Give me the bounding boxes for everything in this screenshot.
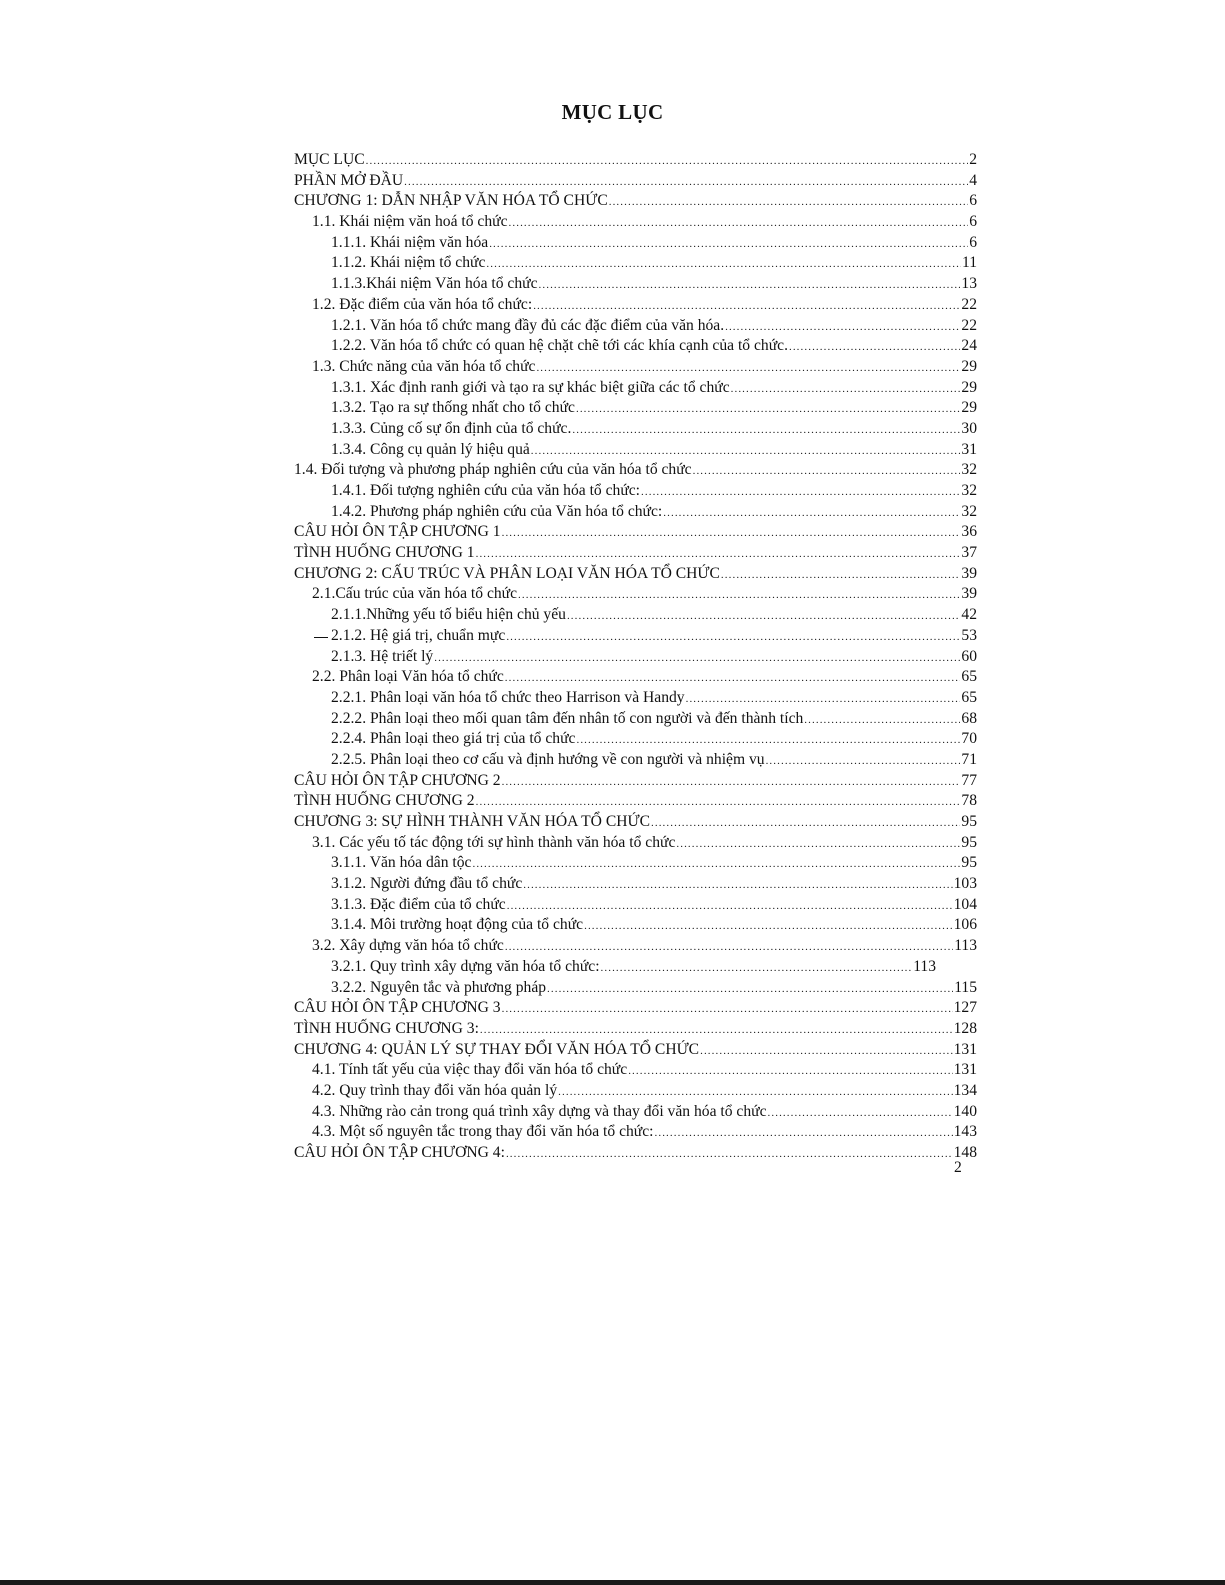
- toc-dot-leader: [700, 1041, 953, 1062]
- toc-entry[interactable]: [294, 1019, 977, 1040]
- toc-entry-page: 78: [961, 792, 977, 810]
- toc-entry-label: 1.2.1. Văn hóa tổ chức mang đầy đủ các đặc điểm của văn hóa.: [331, 316, 725, 334]
- toc-entry[interactable]: [294, 543, 977, 564]
- toc-dot-leader: [601, 958, 913, 979]
- toc-entry-label: 2.2.5. Phân loại theo cơ cấu và định hướng về con người và nhiệm vụ: [331, 750, 765, 768]
- toc-entry-label: 1.4.2. Phương pháp nghiên cứu của Văn hóa tổ chức:: [331, 502, 663, 520]
- toc-entry-page: 143: [953, 1123, 977, 1141]
- toc-dot-leader: [434, 648, 960, 669]
- toc-entry-page: 11: [961, 254, 977, 272]
- toc-entry-label: CÂU HỎI ÔN TẬP CHƯƠNG 3: [294, 999, 501, 1017]
- toc-entry-label: 2.1.2. Hệ giá trị, chuẩn mực: [331, 626, 505, 647]
- toc-entry-label: 3.2.1. Quy trình xây dựng văn hóa tổ chức:: [331, 957, 600, 975]
- toc-dot-leader: [518, 585, 960, 606]
- toc-dot-leader: [789, 337, 960, 358]
- toc-entry-page: 31: [961, 440, 977, 458]
- toc-entry-label: 4.3. Những rào cản trong quá trình xây dựng và thay đổi văn hóa tổ chức: [312, 1102, 767, 1120]
- toc-entry-page: 95: [961, 813, 977, 830]
- toc-entry-page: 131: [953, 1061, 977, 1079]
- toc-entry-label: 3.1.2. Người đứng đầu tổ chức: [331, 875, 523, 893]
- toc-entry-page: 32: [961, 461, 977, 479]
- toc-entry-page: 95: [961, 854, 977, 872]
- toc-dot-leader: [502, 999, 953, 1020]
- toc-entry-label: 1.4. Đối tượng và phương pháp nghiên cứu của văn hóa tổ chức: [294, 461, 692, 479]
- toc-entry[interactable]: [294, 357, 977, 378]
- toc-entry-page: 42: [961, 606, 977, 624]
- toc-entry[interactable]: [294, 584, 977, 605]
- toc-dot-leader: [693, 461, 961, 482]
- table-of-contents: [294, 150, 977, 1164]
- toc-entry[interactable]: [294, 771, 977, 792]
- toc-entry-label: TÌNH HUỐNG CHƯƠNG 1: [294, 544, 475, 562]
- toc-entry[interactable]: [294, 874, 977, 895]
- toc-dot-leader: [641, 482, 960, 503]
- toc-entry[interactable]: [294, 998, 977, 1019]
- toc-entry-label: 1.3.3. Củng cố sự ổn định của tổ chức.: [331, 419, 572, 437]
- toc-dot-leader: [531, 441, 961, 462]
- toc-entry[interactable]: [294, 150, 977, 171]
- toc-dot-leader: [572, 420, 960, 441]
- toc-dot-leader: [523, 875, 952, 896]
- toc-entry-page: 70: [961, 730, 977, 748]
- toc-dot-leader: [686, 689, 961, 710]
- toc-entry-page: 60: [961, 647, 977, 665]
- toc-dot-leader: [725, 317, 960, 338]
- toc-entry[interactable]: [294, 957, 936, 978]
- toc-entry-label: 3.1. Các yếu tố tác động tới sự hình thành văn hóa tổ chức: [312, 833, 676, 851]
- toc-dot-leader: [505, 937, 953, 958]
- toc-entry[interactable]: [294, 398, 977, 419]
- toc-entry-page: 131: [953, 1040, 977, 1058]
- toc-entry-label: 4.2. Quy trình thay đổi văn hóa quản lý: [312, 1081, 558, 1099]
- toc-entry[interactable]: [294, 978, 977, 999]
- toc-entry-label: 3.1.3. Đặc điểm của tổ chức: [331, 895, 506, 913]
- toc-entry-page: 127: [953, 999, 977, 1017]
- toc-dot-leader: [506, 627, 960, 648]
- toc-entry-label: 2.1.1.Những yếu tố biểu hiện chủ yếu: [331, 606, 566, 624]
- toc-entry-label: TÌNH HUỐNG CHƯƠNG 3:: [294, 1019, 479, 1037]
- toc-entry-page: 29: [961, 399, 977, 417]
- toc-entry[interactable]: [294, 750, 977, 771]
- toc-entry[interactable]: [294, 1081, 977, 1102]
- toc-entry[interactable]: [294, 564, 977, 585]
- toc-entry[interactable]: [294, 295, 977, 316]
- toc-entry-page: 29: [961, 357, 977, 375]
- toc-dot-leader: [533, 296, 960, 317]
- toc-dot-leader: [567, 606, 960, 627]
- toc-dot-leader: [721, 565, 960, 586]
- toc-dot-leader: [509, 213, 969, 234]
- toc-dot-leader: [558, 1082, 952, 1103]
- toc-entry-label: 1.2. Đặc điểm của văn hóa tổ chức:: [312, 295, 533, 313]
- toc-entry-label: 2.2.2. Phân loại theo mối quan tâm đến nhân tố con người và đến thành tích: [331, 709, 804, 727]
- toc-dot-leader: [676, 834, 960, 855]
- toc-entry[interactable]: [294, 212, 977, 233]
- toc-dot-leader: [576, 399, 960, 420]
- toc-entry[interactable]: [294, 171, 977, 192]
- toc-entry-label: 2.2.4. Phân loại theo giá trị của tổ chức: [331, 730, 576, 748]
- toc-entry-label: 3.1.1. Văn hóa dân tộc: [331, 854, 472, 872]
- toc-dot-leader: [404, 172, 968, 193]
- toc-dot-leader: [663, 503, 960, 524]
- toc-dot-leader: [655, 1123, 953, 1144]
- toc-dot-leader: [804, 710, 960, 731]
- toc-dot-leader: [506, 1144, 953, 1165]
- toc-entry[interactable]: [294, 605, 977, 626]
- toc-entry-page: 22: [961, 295, 977, 313]
- scan-edge-border: [0, 1580, 1225, 1585]
- toc-entry-label: CHƯƠNG 3: SỰ HÌNH THÀNH VĂN HÓA TỔ CHỨC: [294, 813, 650, 830]
- toc-entry-label: 1.1. Khái niệm văn hoá tổ chức: [312, 213, 508, 231]
- page-title: MỤC LỤC: [561, 100, 664, 124]
- toc-entry-page: 24: [961, 337, 977, 355]
- toc-entry-page: 128: [953, 1019, 977, 1037]
- toc-entry-label: 2.1.3. Hệ triết lý: [331, 647, 434, 665]
- toc-entry-label: 1.1.1. Khái niệm văn hóa: [331, 233, 489, 251]
- toc-entry[interactable]: [294, 709, 977, 730]
- toc-dot-leader: [536, 358, 960, 379]
- toc-entry-label: 3.2. Xây dựng văn hóa tổ chức: [312, 937, 504, 955]
- toc-entry-label: 4.3. Một số nguyên tắc trong thay đổi văn hóa tổ chức:: [312, 1123, 654, 1141]
- toc-entry[interactable]: [294, 522, 977, 543]
- toc-entry-page: 106: [953, 916, 977, 934]
- toc-entry-page: 113: [954, 937, 977, 955]
- toc-entry-label: CHƯƠNG 1: DẪN NHẬP VĂN HÓA TỔ CHỨC: [294, 192, 608, 210]
- toc-dot-leader: [539, 275, 961, 296]
- toc-entry-page: 22: [961, 316, 977, 334]
- toc-entry[interactable]: [294, 833, 977, 854]
- toc-entry-page: 65: [961, 668, 977, 686]
- toc-entry-page: 115: [954, 978, 977, 996]
- toc-entry[interactable]: [294, 895, 977, 916]
- toc-entry[interactable]: [294, 915, 977, 936]
- toc-entry-page: 148: [953, 1144, 977, 1161]
- toc-entry-label: CHƯƠNG 2: CẤU TRÚC VÀ PHÂN LOẠI VĂN HÓA TỔ CHỨC: [294, 564, 720, 582]
- toc-entry-page: 71: [961, 750, 977, 768]
- toc-entry[interactable]: [294, 253, 977, 274]
- toc-entry[interactable]: [294, 378, 977, 399]
- toc-entry-label: MỤC LỤC: [294, 151, 365, 168]
- toc-entry-label: 1.1.2. Khái niệm tổ chức: [331, 254, 486, 272]
- toc-entry[interactable]: [294, 440, 977, 461]
- toc-entry-label: PHẦN MỞ ĐẦU: [294, 171, 404, 189]
- toc-entry[interactable]: [294, 853, 977, 874]
- toc-dot-leader: [768, 1103, 953, 1124]
- toc-entry[interactable]: [294, 791, 977, 812]
- toc-entry[interactable]: [294, 1060, 977, 1081]
- toc-entry-label: 2.2. Phân loại Văn hóa tổ chức: [312, 668, 504, 686]
- toc-dot-leader: [628, 1061, 952, 1082]
- toc-entry-label: 1.1.3.Khái niệm Văn hóa tổ chức: [331, 275, 538, 293]
- toc-entry-label: 4.1. Tính tất yếu của việc thay đổi văn hóa tổ chức: [312, 1061, 628, 1079]
- toc-entry-label: 2.2.1. Phân loại văn hóa tổ chức theo Harrison và Handy: [331, 688, 685, 706]
- toc-entry-page: 29: [961, 378, 977, 396]
- toc-dot-leader: [486, 254, 961, 275]
- toc-entry-page: 65: [961, 688, 977, 706]
- toc-dot-leader: [609, 192, 968, 213]
- toc-entry-label: 3.1.4. Môi trường hoạt động của tổ chức: [331, 916, 584, 934]
- toc-dot-leader: [480, 1020, 953, 1041]
- toc-dot-leader: [476, 792, 961, 813]
- toc-entry-page: 32: [961, 482, 977, 499]
- toc-entry[interactable]: [294, 1040, 977, 1061]
- toc-entry-page: 6: [969, 233, 977, 251]
- toc-dot-leader: [502, 772, 961, 793]
- toc-entry-page: 68: [961, 709, 977, 727]
- toc-entry-page: 104: [953, 895, 977, 913]
- toc-entry[interactable]: [294, 626, 977, 647]
- toc-entry-page: 134: [953, 1081, 977, 1099]
- toc-entry-page: 39: [961, 564, 977, 582]
- toc-dot-leader: [476, 544, 961, 565]
- toc-entry-label: 1.3. Chức năng của văn hóa tổ chức: [312, 357, 536, 375]
- toc-entry[interactable]: [294, 647, 977, 668]
- toc-entry-label: 2.1.Cấu trúc của văn hóa tổ chức: [312, 585, 518, 603]
- toc-entry-page: 30: [961, 419, 977, 437]
- toc-entry[interactable]: [294, 274, 977, 295]
- toc-entry-label: 3.2.2. Nguyên tắc và phương pháp: [331, 978, 547, 996]
- toc-entry[interactable]: [294, 688, 977, 709]
- toc-entry-page: 77: [961, 771, 977, 789]
- toc-dot-leader: [584, 916, 953, 937]
- toc-entry-page: 32: [961, 502, 977, 520]
- toc-entry-page: 53: [961, 626, 977, 644]
- toc-entry[interactable]: [294, 481, 977, 502]
- toc-entry-page: 95: [961, 833, 977, 851]
- toc-entry-page: 37: [961, 544, 977, 562]
- toc-entry-page: 36: [961, 523, 977, 541]
- toc-entry-label: 1.3.4. Công cụ quản lý hiệu quả: [331, 440, 530, 458]
- toc-entry[interactable]: [294, 419, 977, 440]
- toc-dot-leader: [472, 854, 960, 875]
- toc-entry-label: 1.2.2. Văn hóa tổ chức có quan hệ chặt chẽ tới các khía cạnh của tổ chức.: [331, 337, 788, 355]
- page-number: 2: [954, 1159, 962, 1176]
- toc-entry[interactable]: [294, 191, 977, 212]
- toc-entry[interactable]: [294, 936, 977, 957]
- toc-entry-label: CÂU HỎI ÔN TẬP CHƯƠNG 1: [294, 523, 501, 541]
- toc-entry-label: TÌNH HUỐNG CHƯƠNG 2: [294, 792, 475, 810]
- toc-entry-page: 4: [969, 171, 977, 189]
- toc-dot-leader: [576, 730, 960, 751]
- toc-dot-leader: [731, 379, 961, 400]
- toc-entry[interactable]: [294, 729, 977, 750]
- toc-entry-page: 2: [969, 151, 977, 168]
- toc-entry-page: 113: [913, 957, 936, 975]
- toc-entry-page: 13: [961, 275, 977, 293]
- toc-entry-label: 1.4.1. Đối tượng nghiên cứu của văn hóa tổ chức:: [331, 482, 641, 499]
- toc-entry[interactable]: [294, 460, 977, 481]
- toc-entry[interactable]: [294, 667, 977, 688]
- toc-entry[interactable]: [294, 336, 977, 357]
- toc-entry[interactable]: [294, 1102, 977, 1123]
- toc-entry-label: 1.3.2. Tạo ra sự thống nhất cho tổ chức: [331, 399, 575, 417]
- toc-dot-leader: [651, 813, 960, 834]
- toc-entry-page: 6: [969, 213, 977, 231]
- toc-dot-leader: [505, 668, 961, 689]
- toc-dot-leader: [366, 151, 969, 172]
- toc-dot-leader: [502, 523, 961, 544]
- toc-entry-label: CÂU HỎI ÔN TẬP CHƯƠNG 2: [294, 771, 501, 789]
- toc-entry[interactable]: [294, 316, 977, 337]
- toc-entry[interactable]: [294, 812, 977, 833]
- toc-entry-label: CÂU HỎI ÔN TẬP CHƯƠNG 4:: [294, 1144, 505, 1161]
- toc-entry-page: 103: [953, 875, 977, 893]
- toc-entry-label: CHƯƠNG 4: QUẢN LÝ SỰ THAY ĐỔI VĂN HÓA TỔ CHỨC: [294, 1040, 700, 1058]
- toc-dot-leader: [489, 234, 968, 255]
- toc-entry[interactable]: [294, 1143, 977, 1164]
- toc-entry-page: 6: [969, 192, 977, 210]
- toc-dot-leader: [766, 751, 961, 772]
- toc-entry-page: 140: [953, 1102, 977, 1120]
- toc-entry[interactable]: [294, 233, 977, 254]
- toc-entry[interactable]: [294, 1122, 977, 1143]
- toc-entry-page: 39: [961, 585, 977, 603]
- toc-entry-label: 1.3.1. Xác định ranh giới và tạo ra sự khác biệt giữa các tổ chức: [331, 378, 730, 396]
- toc-dot-leader: [547, 979, 953, 1000]
- toc-dot-leader: [507, 896, 953, 917]
- toc-entry[interactable]: [294, 502, 977, 523]
